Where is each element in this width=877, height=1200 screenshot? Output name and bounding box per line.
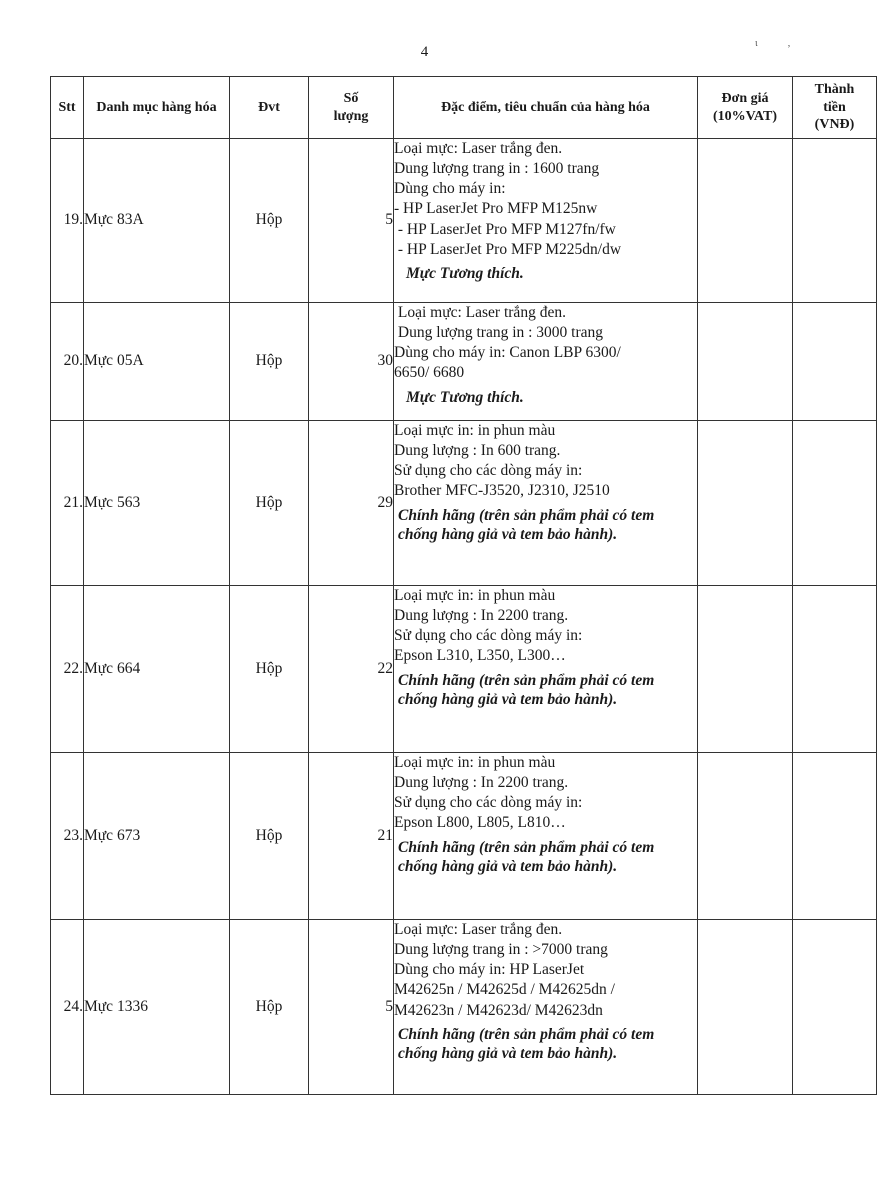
item-quantity: 29	[309, 421, 394, 586]
item-name: Mực 563	[84, 421, 230, 586]
header-stt: Stt	[51, 77, 84, 139]
table-row	[51, 753, 877, 920]
spec-line: Dùng cho máy in: HP LaserJet	[394, 961, 585, 979]
header-unit-price-line1: Đơn giá	[721, 91, 769, 106]
item-specification	[394, 753, 698, 920]
item-unit-price	[698, 586, 793, 753]
table-row	[51, 139, 877, 303]
header-unit-price-line2: (10%VAT)	[712, 108, 778, 124]
item-quantity: 22	[309, 586, 394, 753]
spec-line: Dung lượng trang in : 3000 trang	[394, 324, 604, 342]
item-unit: Hộp	[230, 753, 309, 920]
item-unit-price	[698, 920, 793, 1095]
item-specification	[394, 586, 698, 753]
row-number: 24.	[51, 920, 84, 1095]
spec-note: Chính hãng (trên sản phẩm phải có tem chống hàng giả và tem bảo hành).	[398, 506, 655, 543]
table-row	[51, 920, 877, 1095]
spec-line: Sử dụng cho các dòng máy in:	[394, 627, 583, 645]
header-total-line2: tiền	[823, 99, 846, 115]
spec-line: Dung lượng trang in : 1600 trang	[394, 160, 600, 178]
item-unit-price	[698, 303, 793, 421]
row-number: 19.	[51, 139, 84, 303]
spec-line: M42625n / M42625d / M42625dn /	[394, 981, 615, 999]
item-name: Mực 673	[84, 753, 230, 920]
spec-line: Sử dụng cho các dòng máy in:	[394, 462, 583, 480]
spec-line: Epson L310, L350, L300…	[394, 647, 566, 665]
item-specification	[394, 139, 698, 303]
spec-line: - HP LaserJet Pro MFP M127fn/fw	[394, 220, 616, 238]
item-total	[793, 421, 877, 586]
item-name: Mực 1336	[84, 920, 230, 1095]
spec-note: Chính hãng (trên sản phẩm phải có tem chống hàng giả và tem bảo hành).	[398, 838, 655, 875]
item-specification	[394, 303, 698, 421]
spec-line: 6650/ 6680	[394, 364, 465, 382]
header-total-line1: Thành	[814, 82, 855, 98]
corner-mark-part-2: ,	[787, 38, 821, 49]
corner-mark-part-1: ɩ	[755, 38, 788, 49]
spec-line: Dung lượng : In 2200 trang.	[394, 607, 569, 625]
header-name: Danh mục hàng hóa	[84, 77, 230, 139]
spec-note: Chính hãng (trên sản phẩm phải có tem chống hàng giả và tem bảo hành).	[398, 1025, 655, 1063]
item-name: Mực 664	[84, 586, 230, 753]
header-total	[793, 77, 877, 139]
item-specification	[394, 421, 698, 586]
item-specification	[394, 920, 698, 1095]
spec-line: Dung lượng : In 600 trang.	[394, 442, 561, 460]
row-number: 21.	[51, 421, 84, 586]
page-number: 4	[420, 44, 429, 60]
header-unit: Đvt	[230, 77, 309, 139]
item-quantity: 5	[309, 920, 394, 1095]
header-quantity-line1: Số	[343, 91, 359, 106]
item-unit: Hộp	[230, 421, 309, 586]
header-total-line3: (VNĐ)	[814, 117, 855, 133]
item-quantity: 5	[309, 139, 394, 303]
header-quantity-line2: lượng	[333, 108, 369, 124]
spec-line: Loại mực: Laser trắng đen.	[394, 304, 566, 321]
item-unit: Hộp	[230, 303, 309, 421]
spec-line: Loại mực in: in phun màu	[394, 754, 556, 771]
spec-line: Dùng cho máy in: Canon LBP 6300/	[394, 344, 621, 362]
item-unit-price	[698, 421, 793, 586]
spec-line: Dung lượng trang in : >7000 trang	[394, 941, 608, 959]
spec-line: Epson L800, L805, L810…	[394, 814, 566, 832]
row-number: 20.	[51, 303, 84, 421]
spec-line: Brother MFC-J3520, J2310, J2510	[394, 482, 610, 500]
spec-line: - HP LaserJet Pro MFP M225dn/dw	[394, 240, 622, 258]
spec-note: Mực Tương thích.	[406, 388, 524, 406]
spec-line: Loại mực: Laser trắng đen.	[394, 140, 563, 157]
spec-line: Loại mực in: in phun màu	[394, 422, 556, 439]
item-quantity: 30	[309, 303, 394, 421]
item-unit-price	[698, 139, 793, 303]
item-unit-price	[698, 753, 793, 920]
item-unit: Hộp	[230, 586, 309, 753]
item-total	[793, 753, 877, 920]
item-name: Mực 83A	[84, 139, 230, 303]
header-spec: Đặc điểm, tiêu chuẩn của hàng hóa	[394, 77, 698, 139]
item-unit: Hộp	[230, 920, 309, 1095]
spec-line: M42623n / M42623d/ M42623dn	[394, 1001, 603, 1019]
table-row	[51, 421, 877, 586]
table-row	[51, 586, 877, 753]
item-quantity: 21	[309, 753, 394, 920]
header-unit-price	[698, 77, 793, 139]
header-row	[51, 77, 877, 139]
row-number: 23.	[51, 753, 84, 920]
corner-mark	[755, 38, 820, 49]
spec-line: Loại mực: Laser trắng đen.	[394, 921, 563, 938]
table-body	[51, 139, 877, 1095]
item-name: Mực 05A	[84, 303, 230, 421]
spec-line: - HP LaserJet Pro MFP M125nw	[394, 200, 598, 218]
item-total	[793, 586, 877, 753]
item-unit: Hộp	[230, 139, 309, 303]
item-total	[793, 303, 877, 421]
spec-note: Mực Tương thích.	[406, 264, 524, 282]
spec-line: Sử dụng cho các dòng máy in:	[394, 794, 583, 812]
item-total	[793, 139, 877, 303]
header-quantity	[309, 77, 394, 139]
spec-note: Chính hãng (trên sản phẩm phải có tem chống hàng giả và tem bảo hành).	[398, 671, 655, 708]
item-total	[793, 920, 877, 1095]
goods-table	[50, 76, 877, 1095]
spec-line: Dung lượng : In 2200 trang.	[394, 774, 569, 792]
spec-line: Dùng cho máy in:	[394, 180, 506, 198]
table-row	[51, 303, 877, 421]
row-number: 22.	[51, 586, 84, 753]
spec-line: Loại mực in: in phun màu	[394, 587, 556, 604]
